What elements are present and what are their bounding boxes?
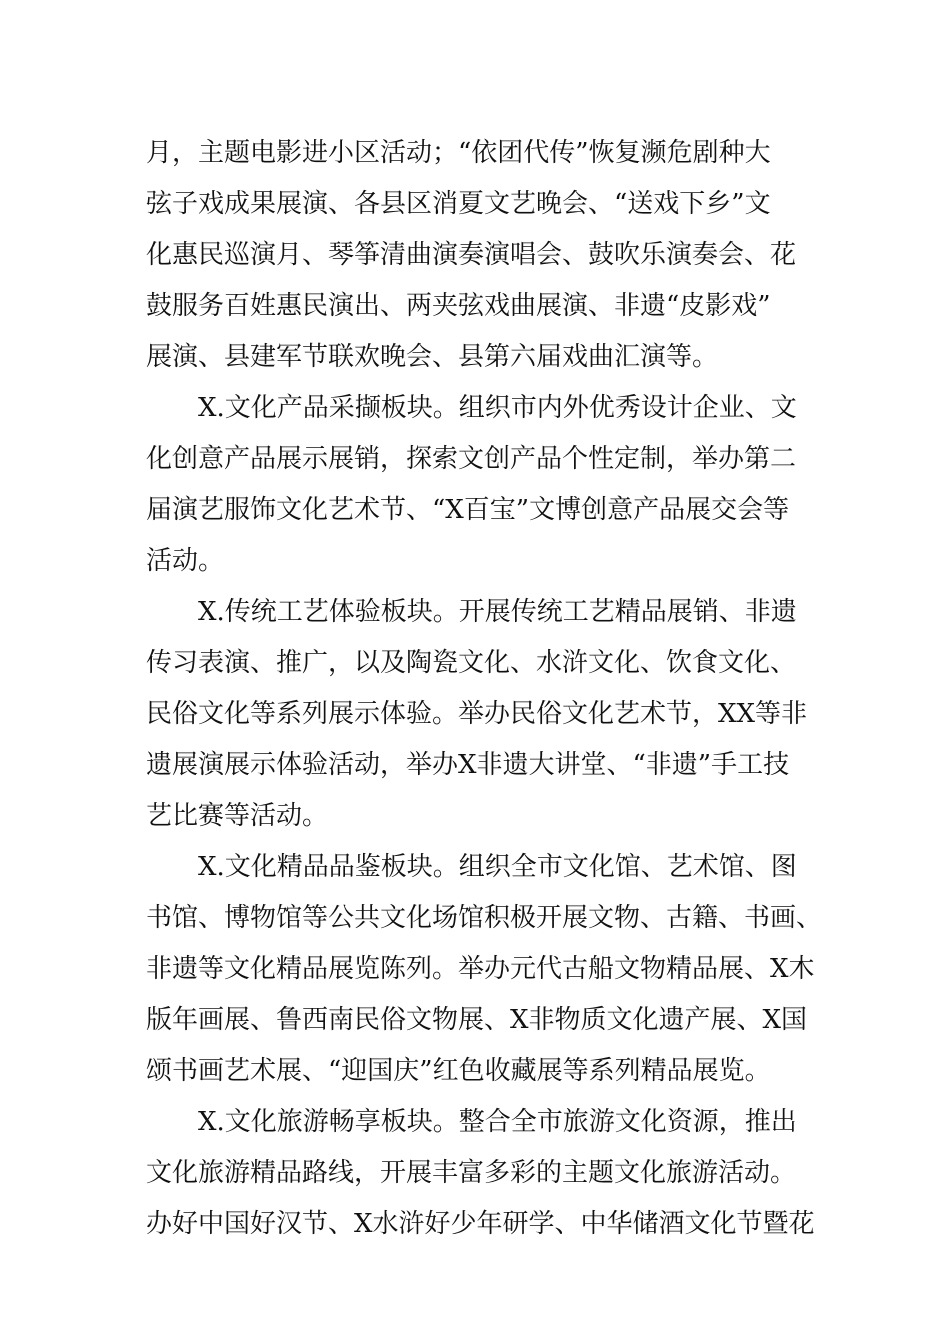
- text-line: 届演艺服饰文化艺术节、“X百宝”文博创意产品展交会等: [146, 495, 790, 525]
- text-line: 文化旅游精品路线，开展丰富多彩的主题文化旅游活动。: [146, 1158, 797, 1188]
- document-body: [146, 128, 823, 1250]
- text-line: 活动。: [146, 546, 225, 576]
- text-line: 遗展演展示体验活动，举办X非遗大讲堂、“非遗”手工技: [146, 750, 790, 780]
- text-line: 版年画展、鲁西南民俗文物展、X非物质文化遗产展、X国: [146, 1005, 808, 1035]
- text-line: 办好中国好汉节、X水浒好少年研学、中华储酒文化节暨花: [146, 1209, 815, 1239]
- text-line: 艺比赛等活动。: [146, 801, 329, 831]
- text-line: 展演、县建军节联欢晚会、县第六届戏曲汇演等。: [146, 342, 719, 372]
- text-line: 化惠民巡演月、琴筝清曲演奏演唱会、鼓吹乐演奏会、花: [146, 240, 797, 270]
- text-line: 弦子戏成果展演、各县区消夏文艺晚会、“送戏下乡”文: [146, 189, 771, 219]
- text-line: 非遗等文化精品展览陈列。举办元代古船文物精品展、X木: [146, 954, 815, 984]
- text-line: 月，主题电影进小区活动；“依团代传”恢复濒危剧种大: [146, 138, 771, 168]
- section-heading-line: X.传统工艺体验板块。开展传统工艺精品展销、非遗: [198, 597, 797, 627]
- text-line: 鼓服务百姓惠民演出、两夹弦戏曲展演、非遗“皮影戏”: [146, 291, 771, 321]
- section-heading-line: X.文化旅游畅享板块。整合全市旅游文化资源，推出: [198, 1107, 797, 1137]
- text-line: 民俗文化等系列展示体验。举办民俗文化艺术节，XX等非: [146, 699, 808, 729]
- section-heading-line: X.文化产品采撷板块。组织市内外优秀设计企业、文: [198, 393, 797, 423]
- section-heading-line: X.文化精品品鉴板块。组织全市文化馆、艺术馆、图: [198, 852, 797, 882]
- text-line: 颂书画艺术展、“迎国庆”红色收藏展等系列精品展览。: [146, 1056, 771, 1086]
- text-line: 化创意产品展示展销，探索文创产品个性定制，举办第二: [146, 444, 797, 474]
- text-line: 书馆、博物馆等公共文化场馆积极开展文物、古籍、书画、: [146, 903, 823, 933]
- text-line: 传习表演、推广，以及陶瓷文化、水浒文化、饮食文化、: [146, 648, 797, 678]
